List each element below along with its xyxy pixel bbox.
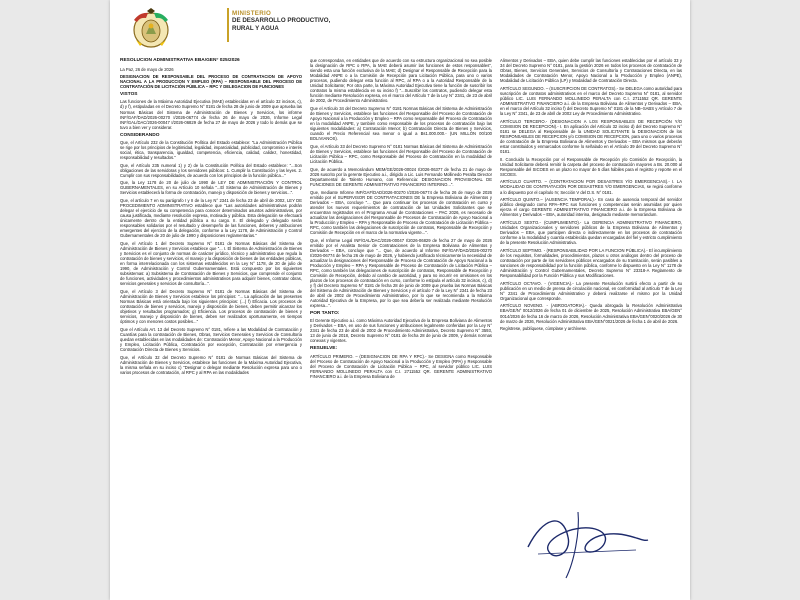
paragraph: ARTÍCULO NOVENO. - (ABROGATORIA).- Queda abrogada la Resolución Administrativa EBA/GE/N° 0012/2026 de fecha 01 de diciembre de 2025, Resolución Administrativa EBA/GEN° 0014/2026 de fecha 16 de marzo de 2026, Resolución Administrativa EBA/GEN°0020/2026 de 30 de marzo de 2026, Resolución Administrativa EBA/GEN°0021/2026 de fecha 1 de abril de 2026. [500,303,682,324]
section-heading: CONSIDERANDO [120,132,160,138]
paragraph: ARTÍCULO SEXTO.- (CUMPLIMIENTO).- La GERENCIA ADMINISTRATIVO FINANCIERO, Unidades Organizacionales y servidores públicos de la Empresa Boliviana de Alimentos y Derivados – EBA, que participen directa o indirectamente en los procesos de contratación conforme a la modalidad y cuantía establecida quedan encargadas del fiel y estricto cumplimiento de la presente Resolución Administrativa. [500,219,682,246]
paragraph: Regístrese, publíquese, cúmplase y archívese. [500,326,588,332]
paragraph: Que, el Artículo 235 numeral 1) y 2) de la Constitución Política del Estado establece: "...Son obligaciones de las servidoras y los servidores públicos: 1. Cumplir la Constitución y las leyes. 2. Cumplir con sus responsabilidades, de acuerdo con los principios de la función pública..." [120,162,302,178]
paragraph: ARTÍCULO PRIMERO. – (DESIGNACION DE RPA Y RPC).- Se DESIGNA como Responsable del Proceso de Contratación de Apoyo Nacional a la Producción y Empleo (RPA) y Responsable del Proceso de Contratación de Licitación Pública – RPC, al servidor público LIC. LUIS FERNANDO MOLLINEDO PERALTA con C.I. 2711552 QR. GERENTE ADMINISTRATIVO FINANCIERO a.i. de la Empresa Boliviana de [310,353,492,379]
paragraph: DESIGNACION DE RESPONSABLE DEL PROCESO DE CONTRATACION DE APOYO NACIONAL A LA PRODUCCION Y EMPLEO (RPA) – RESPONSABLE DEL PROCESO DE CONTRATACIÓN DE LICITACIÓN PÚBLICA – RPC Y DELEGACION DE FUNCIONES [120,74,302,90]
ministry-line-1: MINISTERIO [232,10,272,17]
document-page [110,0,690,600]
paragraph: Que, el Artículo 33 del Decreto Supremo N° 0181 Normas Básicas del Sistema de Administración de Bienes y Servicios, establece las funciones del Responsable del Proceso de Contratación de Licitación Pública – RPC, como Responsable del Proceso de Contratación en la modalidad de Licitación Pública. [310,143,492,165]
header-divider [227,8,229,42]
handwritten-signature [508,492,658,592]
paragraph: Que, el Artículo 3 del Decreto Supremo N° 0181 de Normas Básicas del Sistema de Administración de Bienes y Servicios establece los principios: "... La aplicación de las presentes Normas Básicas está orientada bajo los siguientes principios: (...) f) Eficacia. Los procesos de contratación de bienes y servicios, manejo y disposición de bienes, deben permitir alcanzar los objetivos y resultados programados; g) Eficiencia. Los procesos de contratación de bienes y servicios, manejo y disposición de bienes, deben ser realizados oportunamente, en tiempos óptimos y con menores costos posibles..." [120,288,302,325]
paragraph: ARTÍCULO SEGUNDO. – (SUSCRIPCION DE CONTRATOS).- Se DELEGA como autoridad para suscripción de contratos administrativos en el marco del Decreto Supremo N° 0181, al servidor público LIC. LUIS FERNANDO MOLLINEDO PERALTA con C.I. 2711552 QR. GERENTE ADMINISTRATIVO FINANCIERO a.i. de la Empresa Boliviana de Alimentos y Derivados – EBA, en el marco del Artículo 32 inciso f) del Decreto Supremo N° 0181 de la NB–SABS y Artículo 7 de la Ley N° 2341, de 23 de abril de 2002 Ley de Procedimiento Administrativo. [500,85,682,117]
ministry-line-3: RURAL Y AGUA [232,24,279,32]
paragraph: La Paz, 26 de mayo de 2026 [120,66,174,72]
paragraph: que correspondan, en entidades que de acuerdo con su estructura organizacional no sea posible la designación de RPC o RPA, la MAE deberá asumir las funciones de estos responsables", siendo esta una función exclusiva de la MAE; d) Designar el Responsable de Recepción para la Modalidad ANPE o a la Comisión de Recepción para Licitación Pública, para uno o varios procesos, pudiendo delegar esta función al RPC, al RPA o a la Autoridad Responsable de la Unidad Solicitante; Por otra parte, la Máxima Autoridad Ejecutiva tiene la función de suscribir los contratos la misma establecida en su inciso f) "...Suscribir los contratos, pudiendo delegar esta función mediante Resolución expresa, en el marco del Artículo 7 de la Ley N° 2341, de 23 de abril de 2002, de Procedimiento Administrativo. [310,58,492,104]
paragraph: Que, el Artículo 232 de la Constitución Política del Estado establece: "La Administración Pública se rige por los principios de legitimidad, legalidad, imparcialidad, publicidad, compromiso e interés social, ética, transparencia, igualdad, competencia, eficiencia, calidad, calidez, honestidad, responsabilidad y resultados." [120,139,302,160]
resolution-title: RESOLUCIÓN ADMINISTRATIVA EBA/GEN° 025/2026 [120,58,240,63]
text-column-2 [310,58,492,598]
paragraph: El Gerente Ejecutivo a.i. como Máxima Autoridad Ejecutiva de la Empresa Boliviana de Alimentos y Derivados – EBA, en uso de sus funciones y atribuciones legalmente conferidas por la Ley N° 2341 de fecha 23 de abril de 2002 de Procedimiento Administrativo, Decreto Supremo N° 3593, 13 de junio de 2018, Decreto Supremo N° 0181 de fecha 28 de junio de 2009, y demás normas conexas y vigentes. [310,318,492,344]
paragraph: Que el Artículo Art. 13 del Decreto Supremo N° 0181, refiere a las Modalidad de Contratación y Cuantías para la contratación de Bienes, Obras, Servicios Generales y Servicios de Consultoría quedan establecidas en las modalidades de: Contratación Menor, Apoyo Nacional a la Producción y Empleo, Licitación Pública, Contratación por excepción, Contratación por emergencia y Contratación Directa de Bienes y Servicios. [120,326,302,353]
document-header [110,0,690,58]
paragraph: Que, el Artículo 32 del Decreto Supremo N° 0181 de Normas Básicas del Sistema de Administración de Bienes y Servicios, establece las funciones de la Máxima Autoridad Ejecutiva, la misma señala en su inciso c) "Designar o delegar mediante Resolución expresa para uno o varios procesos de contratación, al RPC y al RPA en las modalidades [120,354,302,375]
ministry-line-2: DE DESARROLLO PRODUCTIVO, [232,17,331,25]
section-heading: POR TANTO: [310,311,340,317]
paragraph: Que, mediante Informe INF/GAF/DAD/2026-00270 I/2026-06774 de fecha 26 de mayo de 2026 emitido por el SUPERVISOR DE CONTRATACIONES DE la Empresa Boliviana de Alimentos y Derivados – EBA, concluye "... Que para continuar los procesos de contratación en curso y atender los nuevos requerimientos de contratación de las Unidades Solicitantes que se encuentran registrados en el Programa Anual de Contrataciones – PAC 2026, es necesario de actualizar las designaciones del Responsable de Procesos de Contratación de Apoyo Nacional a la Producción y Empleo – RPA y Responsable de Proceso de Contratación de Licitación Pública – RPC, como también las delegaciones de suscripción de contratos, Responsable de Recepción y Comisión de Recepción en el marco de la normativa vigente...". [310,189,492,235]
paragraph: ARTÍCULO SEPTIMO. - (RESPONSABILIDAD POR LA FUNCION PÚBLICA).- El incumplimiento de los requisitos, formalidades, procedimientos, plazos u otros análogos dentro del proceso de contratación por parte de los servidores públicos encargados de su tramitación, serán pasibles a sanciones de responsabilidad por la función pública, conforme lo dispuesto en la Ley N° 1178 de Administración y Control Gubernamentales, Decreto Supremo N° 23318-A Reglamento de Responsabilidad por la Función Pública y sus Modificaciones. [500,247,682,278]
coat-of-arms-emblem [128,6,174,52]
paragraph: Que, el artículo 7 en su parágrafo I y II de la Ley N° 2341 de fecha 23 de abril de 2002, LEY DE PROCEDIMIENTO ADMINISTRATIVO establece que "Las autoridades administrativas podrán delegar el ejercicio de su competencia para conocer determinados asuntos administrativos, por causa justificada, mediante resolución expresa, motivada y pública. Esta delegación se efectuará únicamente dentro de la entidad pública a su cargo. II. El delegado y delegado serán responsables solidarios por el resultado y desempeño de las funciones, deberes y atribuciones emergentes del ejercicio de la delegación, conforme a la Ley 1178, de Administración y Control Gubernamentales de 20 de julio de 1990 y disposiciones reglamentarias." [120,198,302,239]
text-column-1 [120,58,302,598]
paragraph: ARTÍCULO OCTAVO. - (VIGENCIA).- La presente Resolución surtirá efecto a partir de su publicación en un medio de prensa de circulación nacional, en conformidad al artículo 7 de la Ley N° 2341 de Procedimiento Administrativo y deberá realizarse el mismo por la Unidad Organizacional que corresponde. [500,280,682,301]
paragraph: ARTÍCULO CUARTO. – (CONTRATACION POR DESASTRES Y/O EMERGENCIAS).- I. LA MODALIDAD DE CONTRATACIÓN POR DESASTRES Y/O EMERGENCIAS, se regirá conforme a lo dispuesto por el capítulo IV, Sección V del D.S. N° 0181. [500,179,682,195]
paragraph: Que, el Artículo 1 del Decreto Supremo N° 0181 de Normas Básicas del Sistema de Administración de Bienes y Servicios establece que "... I. El Sistema de Administración de Bienes y Servicios es el conjunto de normas de carácter jurídico, técnico y administrativo que regula la contratación de bienes y servicios, el manejo y la disposición de bienes de las entidades públicas, en forma interrelacionada con los sistemas establecidos en la Ley N° 1178, de 20 de julio de 1990, de Administración y Control Gubernamentales. Está compuesto por los siguientes subsistemas: a) Subsistema de Contratación de Bienes y Servicios, que comprende el conjunto de funciones, actividades y procedimientos administrativos para adquirir bienes, contratar obras, servicios generales y servicios de consultoría...". [120,240,302,287]
section-heading: RESUELVE: [310,346,338,352]
paragraph: Que, la Ley 1178 de 20 de julio de 1990 de LEY DE ADMINISTRACIÓN Y CONTROL GUBERNAMENTALES, en su Artículo 10 señala "...El Sistema de Administración de Bienes y Servicios establecerá la forma de contratación, manejo y disposición de bienes y servicios...". [120,180,302,196]
paragraph: Que, el Informe Legal INF/GAL/DAC/2026-00047 I/2026-06829 de fecha 27 de mayo de 2026 emitido por el Analista Senior de Contrataciones de la Empresa Boliviana de Alimentos y Derivados – EBA, concluye que "... Que, de acuerdo al Informe INF/GAF/DAD/2026-00270 I/2026-06774 de fecha 26 de mayo de 2026, y habiendo justificado técnicamente la necesidad de actualizar la designaciones del Responsable de Proceso de Contratación de Apoyo Nacional a la Producción y Empleo – RPA y Responsable de Proceso de Contratación de Licitación Pública – RPC, como también las delegaciones de suscripción de contratos, Responsable de Recepción y Comisión de Recepción, debido al cambio de autoridad, y para no incurrir en omisiones en los plazos de los procesos de contratación en curso, conforme lo estipula el artículo 32 incisos, c), d) y f) del Decreto Supremo N° 0181 de fecha 28 de junio de 2009 que prueba las Normas Básicas del Sistema de Administración de Bienes y Servicios y el artículo 7 de la Ley N° 2341 de fecha 23 de abril de 2002 de Procedimiento Administrativo, por lo que se recomienda a la Máxima Autoridad Ejecutiva de la Empresa, por lo que sea debería ser realizada mediante Resolución expresa...". [310,237,492,309]
paragraph: ARTÍCULO QUINTO.– (AUSENCIA TEMPORAL).- En caso de ausencia temporal del servidor público designado como RPA–RPC sus funciones y competencias serán asumidas por quien ejerza el cargo GERENTE ADMINISTRATIVO FINANCIERO a.i. de la Empresa Boliviana de Alimentos y Derivados – EBA, autoridad interina, designado mediante memorándum. [500,197,682,218]
section-heading: VISTOS [120,92,138,98]
paragraph: II. Concluido la Recepción por el Responsable de Recepción y/o Comisión de Recepción, la Unidad Solicitante deberá remitir la carpeta del proceso de contratación mayores a Bs. 20.000 al Responsable del SICOES en un plazo no mayor de 5 días hábiles para el registro y reporte en el SICOES. [500,156,682,177]
paragraph: Las funciones de la Máxima Autoridad Ejecutiva (MAE) establecidas en el artículo 32 incisos, c), d) y f), estipuladas en el Decreto Supremo N° 0181 de fecha 28 de junio de 2009 que aprueba las Normas Básicas del Sistema de Administración de Bienes y Servicios, los informe INF/GAF/DAD/2026-00270 I/2026-06774 de fecha 26 de mayo de 2026, Informe Legal INF/GAL/DAC/2026-00047 I/2026-06829 de fecha 27 de mayo de 2026 y todo lo demás que se tuvo a bien ver y considerar. [120,99,302,130]
paragraph: ARTÍCULO TERCERO.- (DESIGNACION A LOS RESPONSABLES DE RECEPCIÓN Y/O COMISION DE RECEPCION).- I. En aplicación del Artículo 32 inciso d) del Decreto Supremo N° 0181 se DELEGA al Responsable de la UNIDAD SOLICITANTE la DESIGNACION de los RESPONSABLES DE RECEPCION y/o COMISION DE RECEPCION, para uno o varios procesos de contratación de la Empresa Boliviana de Alimentos y Derivados – EBA mismos que deberán estar constituidos y enmarcados conforme lo señalado en el Artículo 39 del Decreto Supremo N° 0181. [500,118,682,154]
paragraph: Alimentos y Derivados – EBA, quien debe cumplir las funciones establecidas por el artículo 33 y 34 del Decreto Supremo N° 0181, para la gestión 2026 en todos los procesos de contratación de Obras, Bienes, Servicios Generales, Servicios de Consultoría y Contrataciones Directa, en las Modalidades de Contratación Menor, Apoyo Nacional a la Producción y Empleo (ANPE), Modalidad de Licitación Pública (LP) y Modalidad de Contratación Directa. [500,58,682,84]
paragraph: Que, de acuerdo a Memorándum MEM/GE/2026-00024 I/2026-06377 de fecha 21 de mayo de 2026 suscrito por la gerente Ejecutivo a.i., dirigido a Lic. Luis Fernando Mollinedo Peralta Director Departamental de Talento Humano, con Referencia: DESIGNACION PROVISIONAL DE FUNCIONES DE GERENTE ADMINISTRATIVO FINANCIERO INTERINO...". [310,166,492,187]
paragraph: Que el Artículo 34 del Decreto Supremo N° 0181 Normas Básicas del Sistema de Administración de Bienes y Servicios, establece las funciones del Responsable del Proceso de Contratación de Apoyo Nacional a la Producción y Empleo – RPA como responsable del Proceso de Contratación en la modalidad ANPE, y también como responsable de los procesos de contratación bajo las siguientes modalidades: a) Contratación Menor; b) Contratación Directa de Bienes y Servicios, cuando el Precio Referencial sea menor o igual a Bs1.000.000.- (UN MILLÓN 00/100 BOLIVIANOS). [310,106,492,142]
ministry-name [232,10,330,32]
